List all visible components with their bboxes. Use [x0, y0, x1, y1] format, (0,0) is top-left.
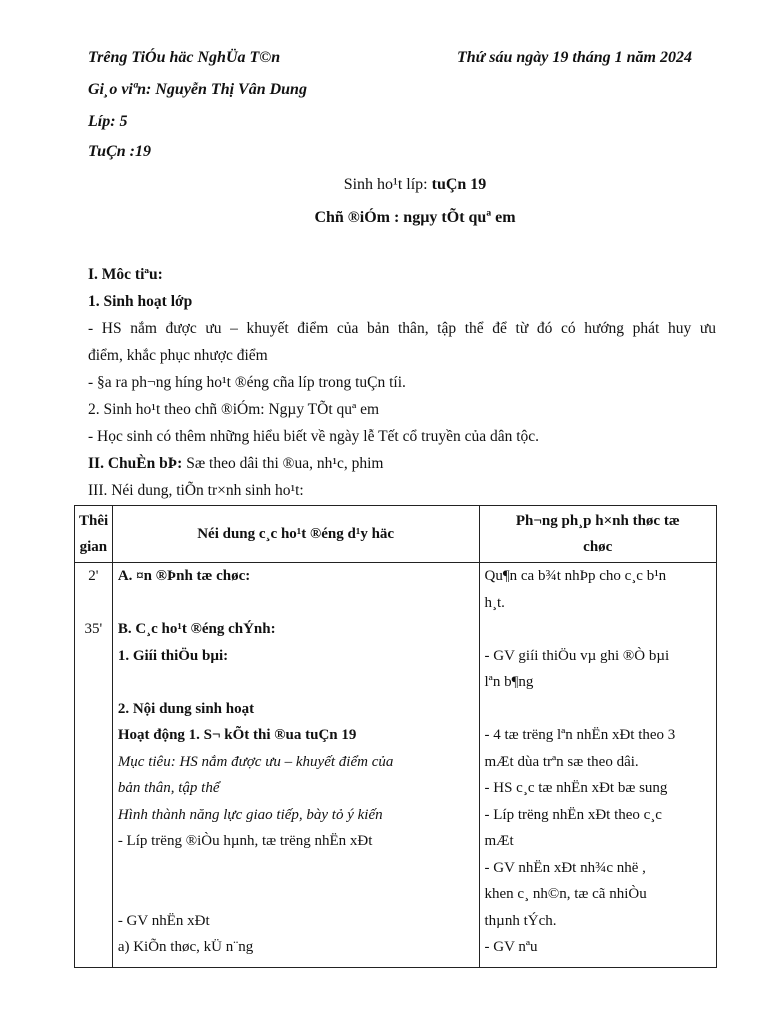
header-method-line: Ph¬ng ph¸p h×nh thøc tæ: [515, 513, 680, 529]
preparation-items: Sæ theo dâi thi ®ua, nh¹c, phim: [182, 455, 384, 472]
objective-line: - §a ra ph¬ng híng ho¹t ®éng cña líp trong tuÇn tíi.: [88, 374, 406, 391]
document-date: Thứ sáu ngày 19 tháng 1 năm 2024: [457, 49, 692, 66]
lesson-title-week: tuÇn 19: [431, 176, 487, 193]
time-value: 35': [84, 621, 103, 637]
objectives-heading: I. Môc tiªu:: [88, 266, 163, 283]
class-label: Líp: 5: [88, 113, 128, 130]
lesson-theme: Chñ ®iÓm : ngµy tÕt quª em: [314, 209, 516, 226]
table-header-row: [75, 506, 717, 563]
header-time-line: gian: [79, 539, 108, 555]
content-line: 1. Giíi thiÖu bµi:: [117, 647, 229, 664]
method-line: - 4 tæ trëng lªn nhËn xÐt theo 3: [484, 727, 676, 743]
header-time-line: Thêi: [79, 513, 109, 529]
method-line: thµnh tÝch.: [484, 912, 557, 929]
method-line: - HS c¸c tæ nhËn xÐt bæ sung: [484, 780, 668, 796]
method-line: - GV nªu: [484, 939, 538, 955]
method-line: mÆt dùa trªn sæ theo dâi.: [484, 753, 639, 770]
method-line: - GV nhËn xÐt nh¾c nhë ,: [484, 859, 646, 876]
content-line: bản thân, tập thể: [117, 780, 220, 796]
content-line: a) KiÕn thøc, kÜ n¨ng: [117, 939, 254, 955]
objective-line: - HS nắm được ưu – khuyết điểm của bản thân, tập thể để từ đó có hướng phát huy ưu: [88, 320, 716, 337]
content-line: Hình thành năng lực giao tiếp, bày tỏ ý kiến: [117, 806, 383, 823]
table-row: [75, 563, 717, 968]
content-line: Mục tiêu: HS nắm được ưu – khuyết điểm của: [117, 753, 394, 770]
lesson-title: [0, 175, 768, 195]
content-line: B. C¸c ho¹t ®éng chÝnh:: [117, 621, 276, 637]
header-method-line: chøc: [583, 539, 613, 555]
procedure-heading: III. Néi dung, tiÕn tr×nh sinh ho¹t:: [88, 482, 304, 499]
method-line: h¸t.: [484, 594, 505, 611]
theme-activity-line: 2. Sinh ho¹t theo chñ ®iÓm: Ngµy TÕt quª em: [88, 401, 380, 418]
time-value: 2': [88, 568, 99, 584]
content-column: [112, 563, 479, 968]
content-line: - Líp trëng ®iÒu hµnh, tæ trëng nhËn xÐt: [117, 833, 373, 849]
theme-activity-detail: - Học sinh có thêm những hiểu biết về ngày lễ Tết cổ truyền của dân tộc.: [88, 428, 540, 445]
preparation-line: [88, 454, 716, 474]
method-column: [479, 563, 716, 968]
school-name: Trêng TiÓu häc NghÜa T©n: [88, 49, 281, 66]
method-line: - GV giíi thiÖu vµ ghi ®Ò bµi: [484, 647, 670, 664]
lesson-plan-table: [74, 505, 717, 968]
preparation-heading: II. ChuÈn bÞ:: [88, 455, 183, 472]
method-line: Qu¶n ca b¾t nhÞp cho c¸c b¹n: [484, 568, 667, 584]
method-line: khen c¸ nh©n, tæ cã nhiÒu: [484, 886, 647, 902]
method-line: - Líp trëng nhËn xÐt theo c¸c: [484, 806, 662, 823]
section-class-activity-heading: 1. Sinh hoạt lớp: [88, 293, 193, 310]
content-line: Hoạt động 1. S¬ kÕt thi ®ua tuÇn 19: [117, 727, 357, 743]
content-line: 2. Nội dung sinh hoạt: [117, 700, 255, 717]
content-line: A. ¤n ®Þnh tæ chøc:: [117, 568, 251, 584]
method-line: lªn b¶ng: [484, 674, 534, 690]
header-content: Néi dung c¸c ho¹t ®éng d¹y häc: [112, 506, 479, 563]
teacher-name: Gi¸o viªn: Nguyễn Thị Vân Dung: [88, 81, 307, 98]
time-column: [75, 563, 113, 968]
header-method: [479, 506, 716, 563]
lesson-title-prefix: Sinh ho¹t líp:: [343, 176, 432, 193]
content-line: - GV nhËn xÐt: [117, 912, 210, 929]
method-line: mÆt: [484, 833, 514, 849]
objective-line: điểm, khắc phục nhược điểm: [88, 347, 268, 364]
header-time: [75, 506, 113, 563]
week-label: TuÇn :19: [88, 143, 151, 160]
